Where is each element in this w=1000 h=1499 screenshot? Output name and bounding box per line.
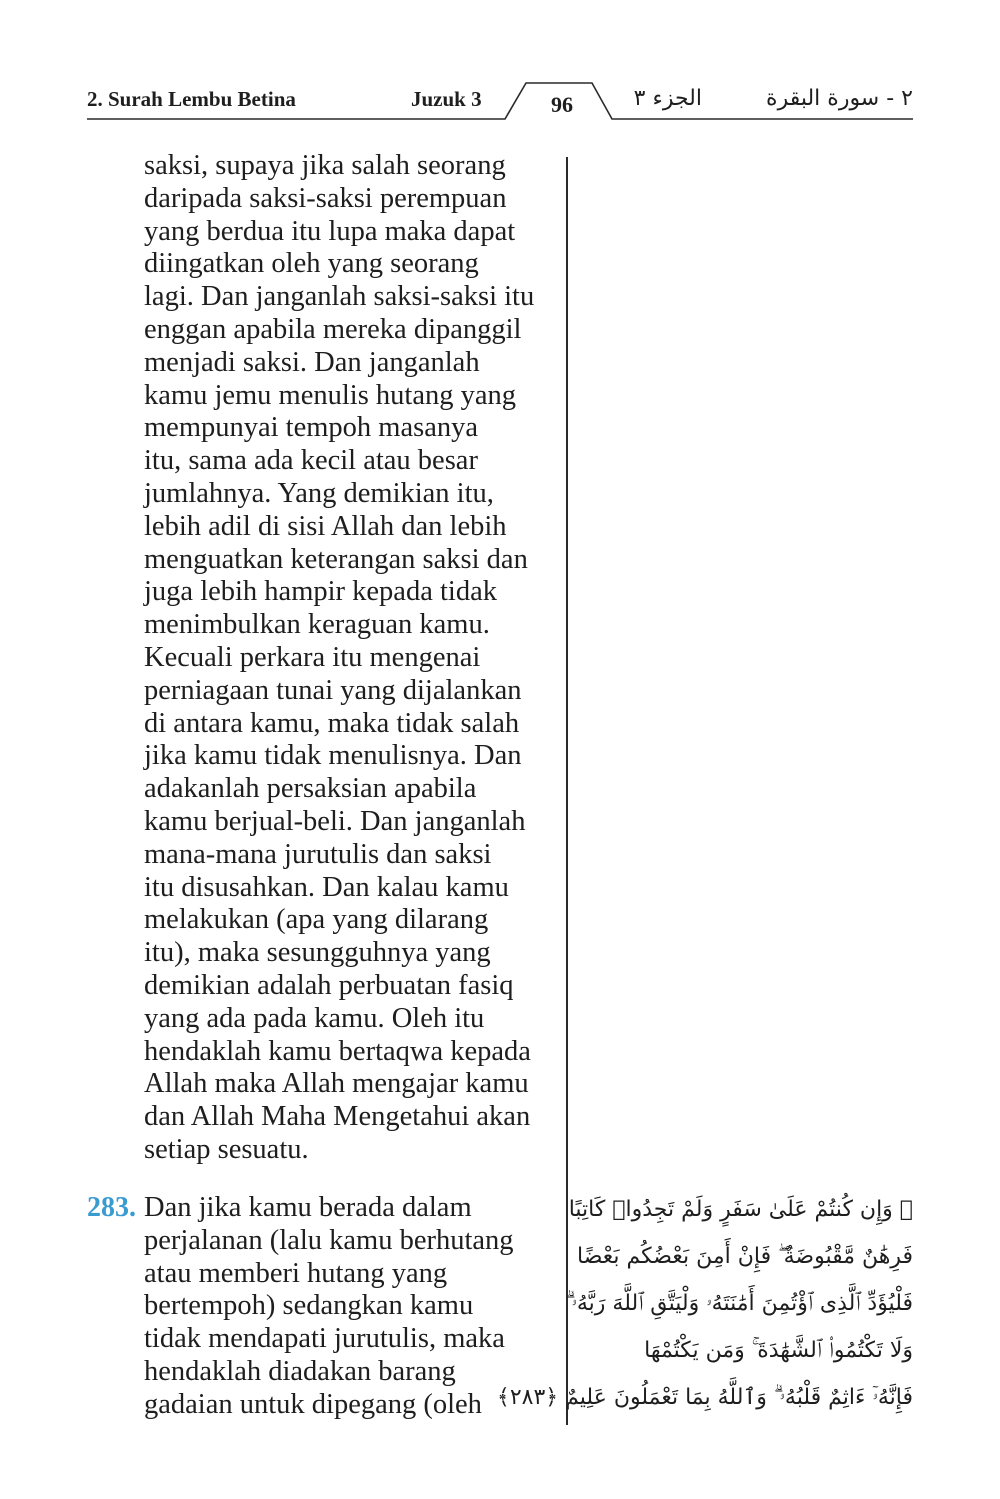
translation-text (144, 150, 564, 1167)
text-line: yang berdua itu lupa maka dapat (144, 215, 516, 247)
column-divider (566, 157, 568, 1425)
arabic-line: فَرِهَٰنٌ مَّقْبُوضَةٌ ۖ فَإِنْ أَمِنَ بَعْضُكُم بَعْضًا (576, 1244, 913, 1269)
text-line: mana-mana jurutulis dan saksi (144, 838, 492, 870)
header-rule (0, 0, 1000, 130)
text-line: yang ada pada kamu. Oleh itu (144, 1002, 485, 1034)
text-line: gadaian untuk dipegang (oleh (144, 1388, 482, 1420)
text-line: kamu jemu menulis hutang yang (144, 379, 517, 411)
text-line: itu, sama ada kecil atau besar (144, 445, 478, 477)
text-line: daripada saksi-saksi perempuan (144, 182, 507, 214)
text-line: itu), maka sesungguhnya yang (144, 937, 491, 969)
text-line: Allah maka Allah mengajar kamu (144, 1068, 529, 1100)
arabic-verse-text (496, 1186, 913, 1421)
text-line: saksi, supaya jika salah seorang (144, 150, 506, 181)
text-line: jika kamu tidak menulisnya. Dan (144, 740, 522, 772)
text-line: hendaklah diadakan barang (144, 1355, 456, 1387)
verse-number: 283. (87, 1192, 136, 1223)
text-line: menimbulkan keraguan kamu. (144, 609, 490, 641)
text-line: hendaklah kamu bertaqwa kepada (144, 1035, 531, 1067)
text-line: kamu berjual-beli. Dan janganlah (144, 805, 526, 837)
text-line: atau memberi hutang yang (144, 1257, 448, 1289)
text-line: mempunyai tempoh masanya (144, 412, 478, 444)
arabic-line: وَلَا تَكْتُمُوا۟ ٱلشَّهَٰدَةَ ۚ وَمَن يَكْتُمْهَا (644, 1338, 913, 1363)
arabic-juz-label: الجزء ٣ (633, 86, 702, 111)
text-line: lagi. Dan janganlah saksi-saksi itu (144, 281, 535, 313)
arabic-line: فَإِنَّهُۥٓ ءَاثِمٌ قَلْبُهُۥ ۗ وَٱللَّهُ بِمَا تَعْمَلُونَ عَلِيمٌ ﴿٢٨٣﴾ (496, 1385, 913, 1410)
text-line: tidak mendapati jurutulis, maka (144, 1323, 505, 1355)
text-line: Dan jika kamu berada dalam (144, 1192, 472, 1223)
text-line: dan Allah Maha Mengetahui akan (144, 1101, 531, 1133)
text-line: melakukan (apa yang dilarang (144, 904, 489, 936)
text-line: itu disusahkan. Dan kalau kamu (144, 871, 509, 903)
juzuk-label: Juzuk 3 (411, 87, 482, 111)
surah-title: 2. Surah Lembu Betina (87, 87, 296, 111)
text-line: adakanlah persaksian apabila (144, 773, 477, 805)
text-line: enggan apabila mereka dipanggil (144, 313, 522, 345)
text-line: juga lebih hampir kepada tidak (144, 576, 497, 608)
text-line: perjalanan (lalu kamu berhutang (144, 1224, 514, 1256)
text-line: demikian adalah perbuatan fasiq (144, 969, 514, 1001)
arabic-line: فَلْيُؤَدِّ ٱلَّذِى ٱؤْتُمِنَ أَمَٰنَتَهُۥ وَلْيَتَّقِ ٱللَّهَ رَبَّهُۥ ۗ (565, 1291, 913, 1316)
text-line: diingatkan oleh yang seorang (144, 248, 479, 280)
arabic-line: ۞ وَإِن كُنتُمْ عَلَىٰ سَفَرٍ وَلَمْ تَجِدُوا۟ كَاتِبًا (568, 1197, 913, 1222)
text-line: bertempoh) sedangkan kamu (144, 1290, 474, 1322)
arabic-surah-title: ٢ - سورة البقرة (766, 86, 913, 111)
text-line: Kecuali perkara itu mengenai (144, 641, 481, 673)
page-number: 96 (551, 92, 573, 117)
text-line: setiap sesuatu. (144, 1133, 309, 1165)
text-line: menjadi saksi. Dan janganlah (144, 346, 480, 378)
text-line: perniagaan tunai yang dijalankan (144, 674, 522, 706)
text-line: di antara kamu, maka tidak salah (144, 707, 520, 739)
text-line: menguatkan keterangan saksi dan (144, 543, 528, 575)
text-line: lebih adil di sisi Allah dan lebih (144, 510, 507, 542)
text-line: jumlahnya. Yang demikian itu, (144, 477, 494, 509)
page-header (0, 0, 1000, 130)
